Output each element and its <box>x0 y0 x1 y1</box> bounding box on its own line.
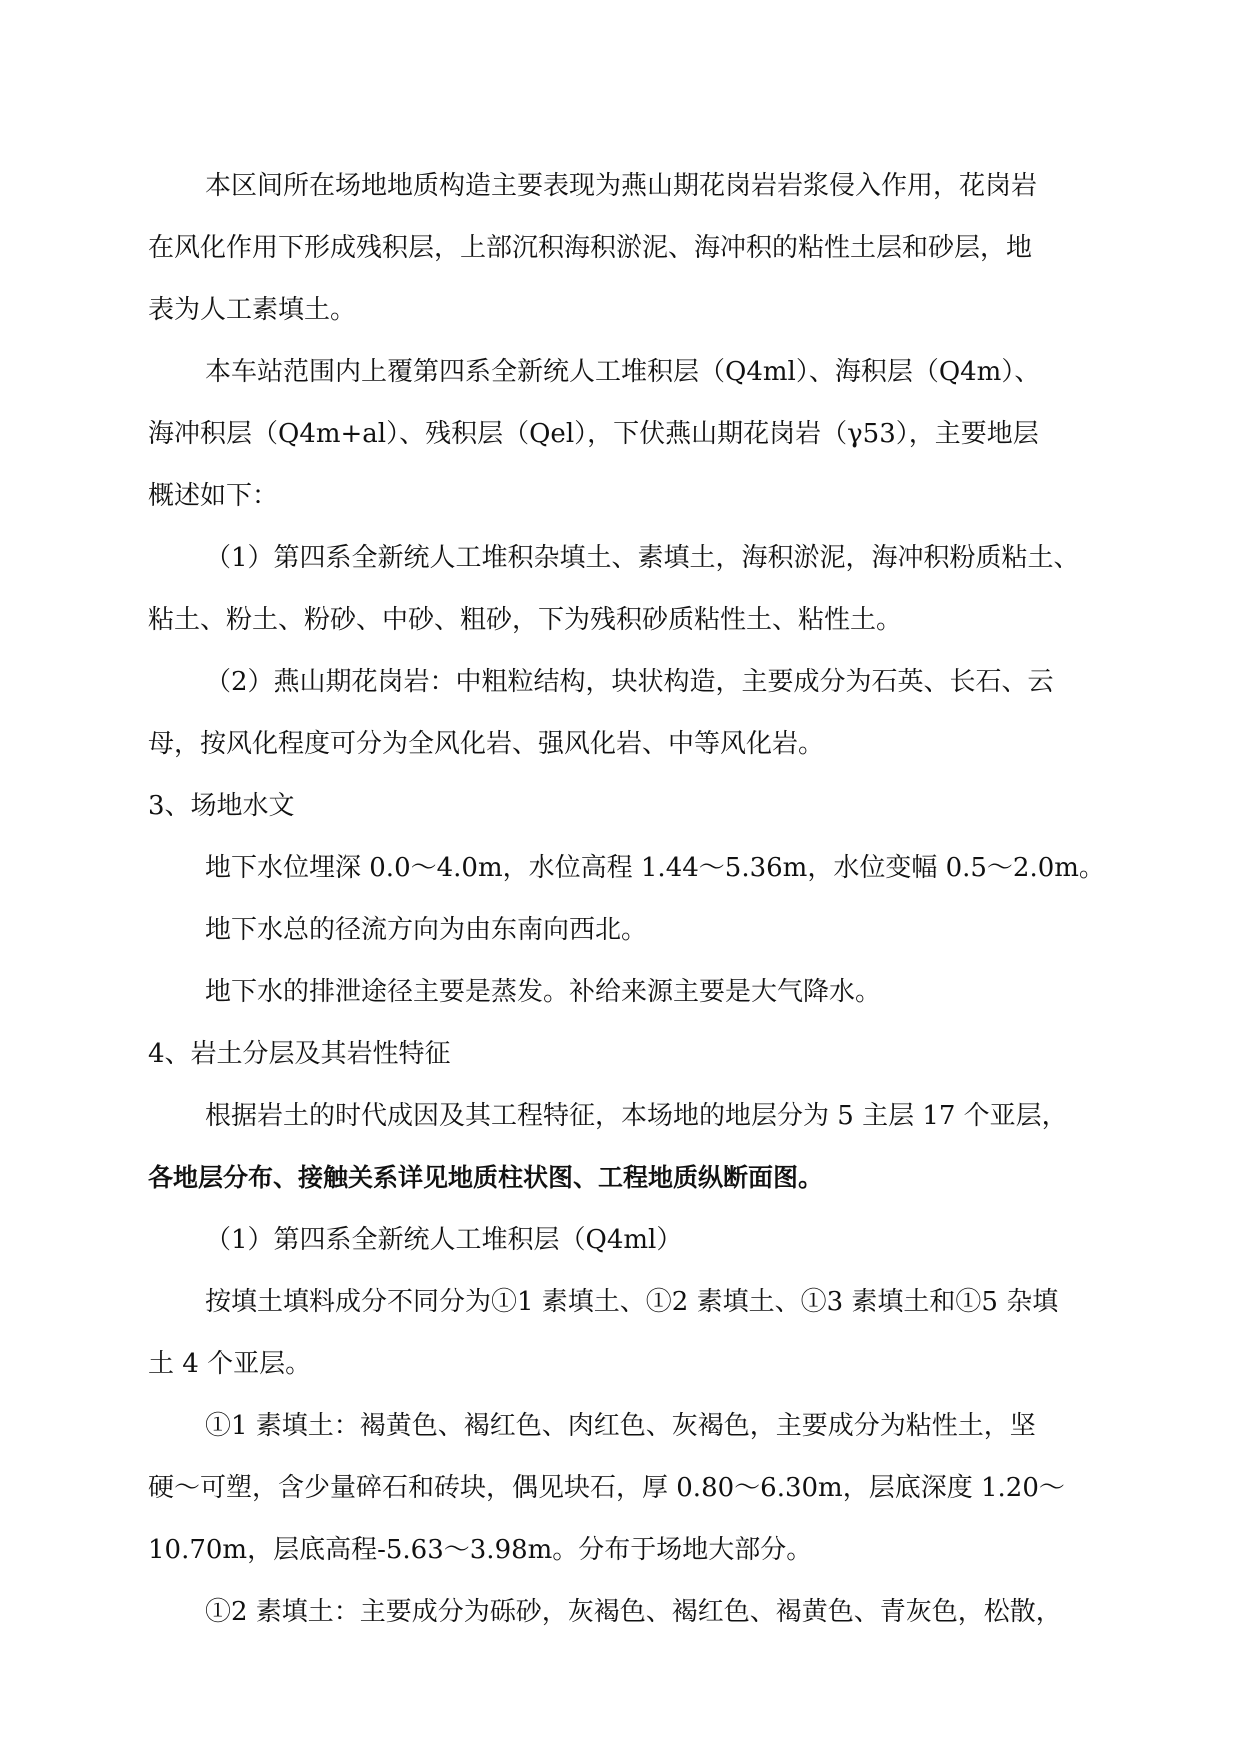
paragraph-line-bold: 各地层分布、接触关系详见地质柱状图、工程地质纵断面图。 <box>148 1163 824 1192</box>
paragraph-line: ①1 素填土：褐黄色、褐红色、肉红色、灰褐色，主要成分为粘性土，坚 <box>205 1411 1036 1441</box>
paragraph-line: 按填土填料成分不同分为①1 素填土、①2 素填土、①3 素填土和①5 杂填 <box>205 1287 1059 1317</box>
section-heading: 4、岩土分层及其岩性特征 <box>148 1039 451 1069</box>
paragraph-line: （2）燕山期花岗岩：中粗粒结构，块状构造，主要成分为石英、长石、云 <box>205 667 1054 697</box>
paragraph-line: 粘土、粉土、粉砂、中砂、粗砂，下为残积砂质粘性土、粘性土。 <box>148 605 903 635</box>
section-heading: 3、场地水文 <box>148 791 295 821</box>
paragraph-line: 本区间所在场地地质构造主要表现为燕山期花岗岩岩浆侵入作用，花岗岩 <box>205 171 1038 201</box>
paragraph-line: 土 4 个亚层。 <box>148 1349 312 1379</box>
subsection-heading: （1）第四系全新统人工堆积层（Q4ml） <box>205 1225 683 1255</box>
paragraph-line: 概述如下： <box>148 481 279 511</box>
paragraph-line: 硬～可塑，含少量碎石和砖块，偶见块石，厚 0.80～6.30m，层底深度 1.20～ <box>148 1473 1065 1503</box>
paragraph-line: 表为人工素填土。 <box>148 295 357 325</box>
paragraph-line: 地下水位埋深 0.0～4.0m，水位高程 1.44～5.36m，水位变幅 0.5～2.0m。 <box>205 853 1105 883</box>
paragraph-line: 本车站范围内上覆第四系全新统人工堆积层（Q4ml）、海积层（Q4m）、 <box>205 357 1041 387</box>
paragraph-line: 地下水总的径流方向为由东南向西北。 <box>205 915 648 945</box>
paragraph-line: 母，按风化程度可分为全风化岩、强风化岩、中等风化岩。 <box>148 729 825 759</box>
paragraph-line: 海冲积层（Q4m+al）、残积层（Qel），下伏燕山期花岗岩（γ53），主要地层 <box>148 419 1039 449</box>
paragraph-line: （1）第四系全新统人工堆积杂填土、素填土，海积淤泥，海冲积粉质粘土、 <box>205 543 1080 573</box>
paragraph-line: 根据岩土的时代成因及其工程特征，本场地的地层分为 5 主层 17 个亚层， <box>205 1101 1068 1131</box>
paragraph-line: 地下水的排泄途径主要是蒸发。补给来源主要是大气降水。 <box>205 977 882 1007</box>
paragraph-line: ①2 素填土：主要成分为砾砂，灰褐色、褐红色、褐黄色、青灰色，松散， <box>205 1597 1062 1627</box>
paragraph-line: 在风化作用下形成残积层，上部沉积海积淤泥、海冲积的粘性土层和砂层，地 <box>148 233 1033 263</box>
paragraph-line: 10.70m，层底高程-5.63～3.98m。分布于场地大部分。 <box>148 1535 813 1565</box>
